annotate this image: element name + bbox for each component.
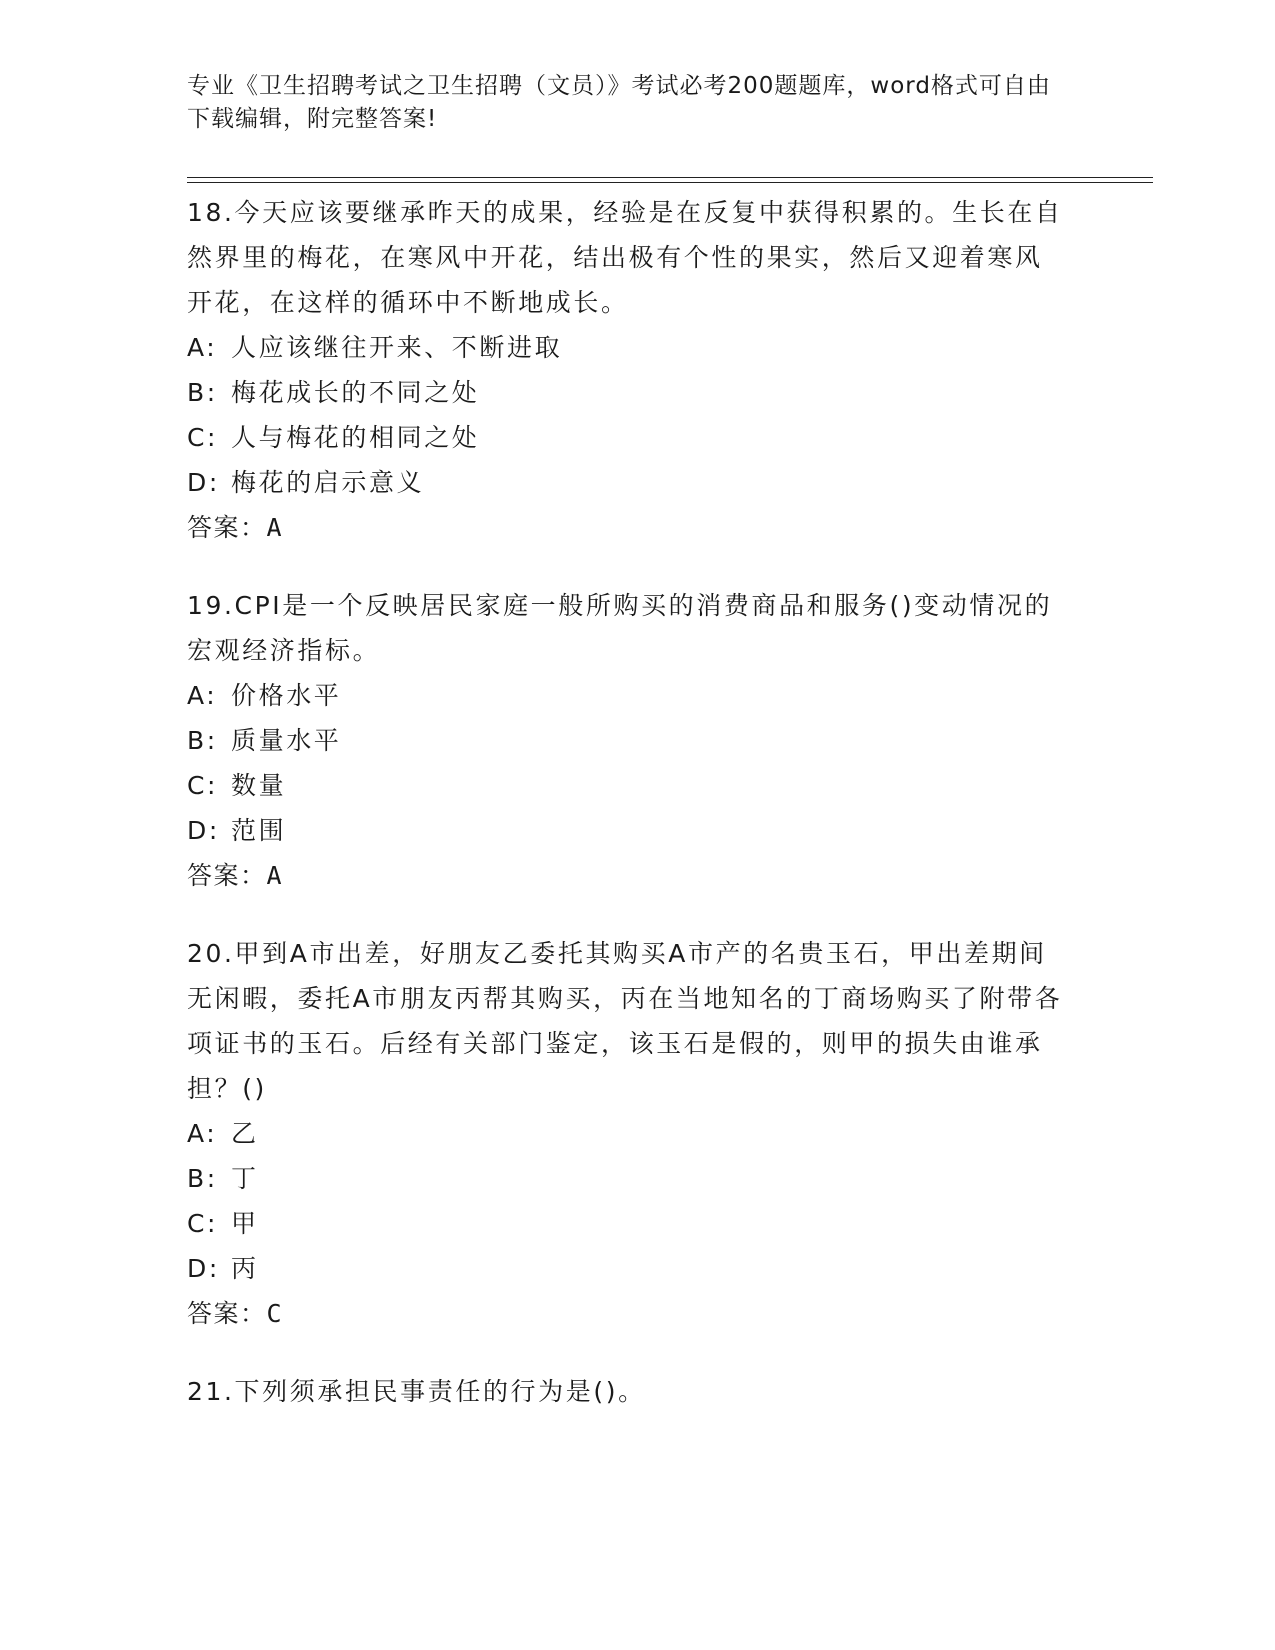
option-letter: A:	[187, 333, 218, 362]
option-letter: C:	[187, 1209, 219, 1238]
option-c	[187, 1201, 1067, 1246]
option-a	[187, 1111, 1067, 1156]
header-divider-top	[187, 177, 1153, 178]
question-20	[187, 931, 1067, 1337]
option-letter: B:	[187, 726, 218, 755]
question-stem: 19.CPI是一个反映居民家庭一般所购买的消费商品和服务()变动情况的宏观经济指标。	[187, 591, 1053, 665]
option-text: 梅花的启示意义	[231, 468, 425, 497]
answer-line	[187, 853, 1067, 899]
answer-value: C	[266, 1299, 284, 1328]
option-letter: B:	[187, 1164, 218, 1193]
option-b	[187, 1156, 1067, 1201]
option-letter: D:	[187, 1254, 220, 1283]
option-a	[187, 325, 1067, 370]
option-d	[187, 460, 1067, 505]
option-text: 乙	[231, 1119, 259, 1148]
question-stem: 18.今天应该要继承昨天的成果，经验是在反复中获得积累的。生长在自然界里的梅花，在寒风中开花，结出极有个性的果实，然后又迎着寒风开花，在这样的循环中不断地成长。	[187, 198, 1063, 317]
option-c	[187, 763, 1067, 808]
option-text: 丙	[231, 1254, 259, 1283]
option-text: 范围	[231, 816, 287, 845]
option-letter: C:	[187, 771, 219, 800]
document-header: 专业《卫生招聘考试之卫生招聘（文员）》考试必考200题题库，word格式可自由下载编辑，附完整答案!	[187, 73, 1051, 132]
question-21	[187, 1369, 1067, 1414]
option-b	[187, 718, 1067, 763]
option-text: 丁	[231, 1164, 259, 1193]
answer-value: A	[266, 861, 284, 890]
answer-line	[187, 505, 1067, 551]
option-text: 质量水平	[231, 726, 342, 755]
option-letter: D:	[187, 816, 220, 845]
answer-line	[187, 1291, 1067, 1337]
option-text: 人应该继往开来、不断进取	[231, 333, 563, 362]
option-b	[187, 370, 1067, 415]
question-19	[187, 583, 1067, 899]
option-c	[187, 415, 1067, 460]
option-text: 梅花成长的不同之处	[231, 378, 480, 407]
option-text: 价格水平	[231, 681, 342, 710]
answer-label: 答案：	[187, 514, 267, 542]
question-stem: 21.下列须承担民事责任的行为是()。	[187, 1377, 646, 1406]
option-a	[187, 673, 1067, 718]
option-letter: B:	[187, 378, 218, 407]
header-divider-bottom	[187, 182, 1153, 183]
option-letter: C:	[187, 423, 219, 452]
option-letter: D:	[187, 468, 220, 497]
option-d	[187, 1246, 1067, 1291]
option-letter: A:	[187, 681, 218, 710]
option-text: 数量	[231, 771, 287, 800]
option-text: 甲	[231, 1209, 259, 1238]
question-stem: 20.甲到A市出差，好朋友乙委托其购买A市产的名贵玉石，甲出差期间无闲暇，委托A市朋友丙帮其购买，丙在当地知名的丁商场购买了附带各项证书的玉石。后经有关部门鉴定，该玉石是假的，则甲的损失由谁承担？()	[187, 939, 1063, 1103]
answer-label: 答案：	[187, 862, 267, 890]
option-d	[187, 808, 1067, 853]
question-list	[187, 190, 1067, 1446]
answer-label: 答案：	[187, 1300, 267, 1328]
answer-value: A	[266, 513, 284, 542]
option-letter: A:	[187, 1119, 218, 1148]
option-text: 人与梅花的相同之处	[231, 423, 480, 452]
question-18	[187, 190, 1067, 551]
